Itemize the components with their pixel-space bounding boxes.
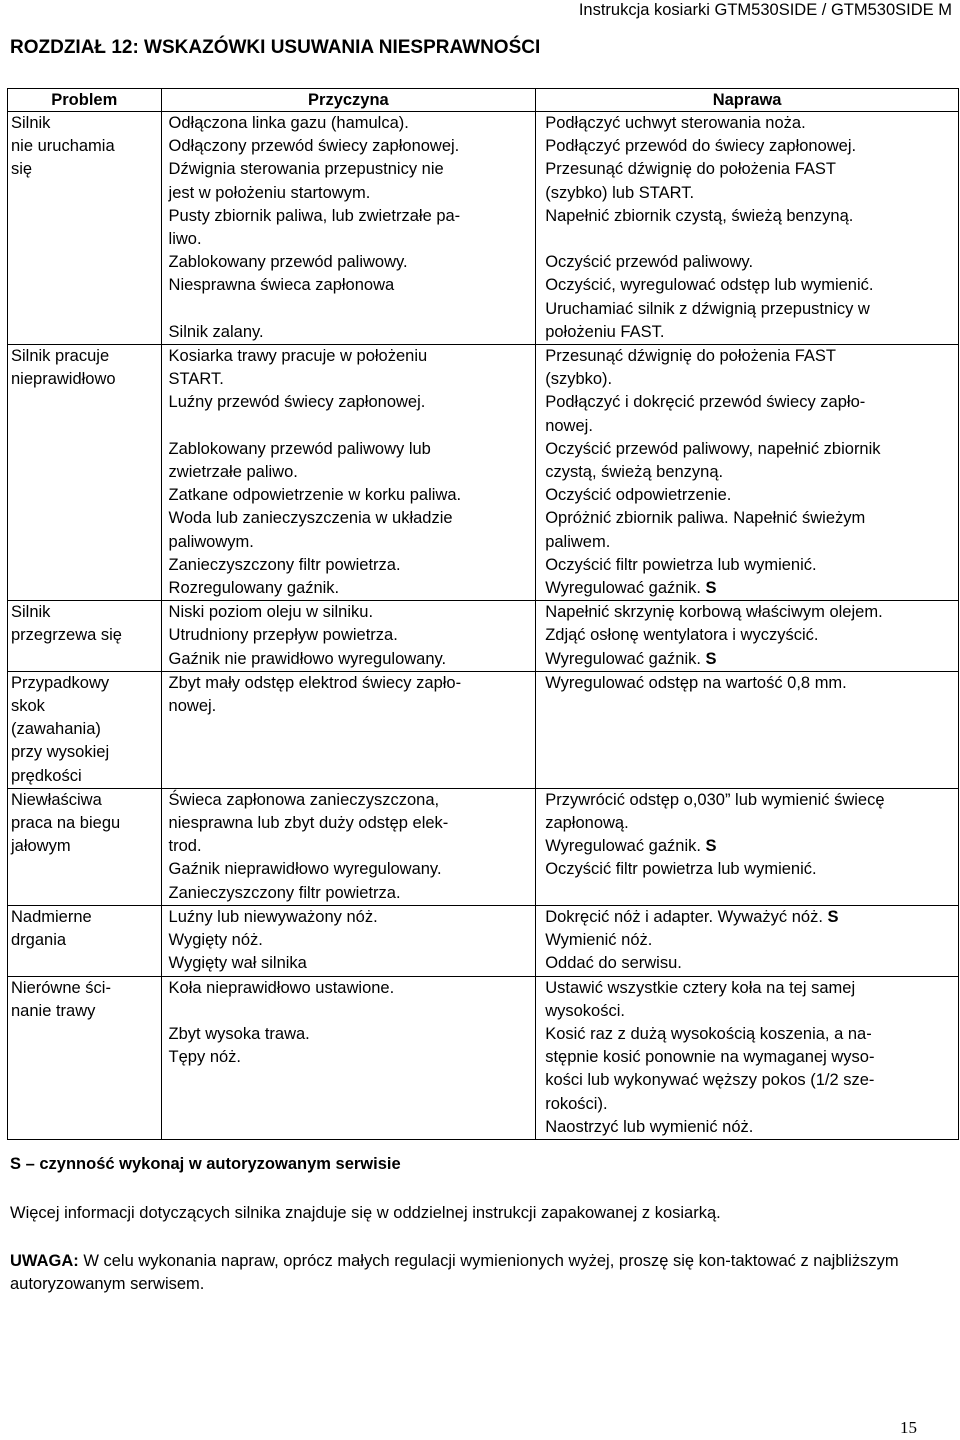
problem-line: nanie trawy xyxy=(11,1001,96,1020)
fix-line: Wyregulować gaźnik. S xyxy=(545,649,717,668)
fix-line: wysokości. xyxy=(545,1001,625,1020)
cause-line: Zablokowany przewód paliwowy. xyxy=(168,253,408,272)
fix-line: Kosić raz z dużą wysokością koszenia, a na- xyxy=(545,1024,872,1043)
fix-line: Dokręcić nóż i adapter. Wyważyć nóż. S xyxy=(545,907,839,926)
table-header-row xyxy=(8,89,959,112)
problem-line: praca na biegu xyxy=(11,814,121,833)
cause-line: Rozregulowany gaźnik. xyxy=(168,579,340,598)
cause-line: Zanieczyszczony filtr powietrza. xyxy=(168,883,401,902)
cause-cell xyxy=(161,671,536,788)
fix-line: Ustawić wszystkie cztery koła na tej samej xyxy=(545,978,856,997)
cause-line: Luźny lub niewyważony nóż. xyxy=(168,907,378,926)
cause-line: Zanieczyszczony filtr powietrza. xyxy=(168,555,401,574)
troubleshooting-table xyxy=(7,88,959,1140)
problem-line: Silnik pracuje xyxy=(11,347,110,366)
warning-text: W celu wykonania napraw, oprócz małych regulacji wymienionych wyżej, proszę się kon-taktować z najbliższym autoryzowanym serwisem. xyxy=(10,1252,899,1293)
fix-line: Zdjąć osłonę wentylatora i wyczyścić. xyxy=(545,626,819,645)
cause-line: paliwowym. xyxy=(168,532,254,551)
cause-line: Zablokowany przewód paliwowy lub xyxy=(168,439,431,458)
fix-line: czystą, świeżą benzyną. xyxy=(545,463,724,482)
cause-line: Koła nieprawidłowo ustawione. xyxy=(168,978,395,997)
chapter-title: ROZDZIAŁ 12: WSKAZÓWKI USUWANIA NIESPRAWNOŚCI xyxy=(10,37,541,58)
service-marker: S xyxy=(705,579,717,598)
problem-line: drgania xyxy=(11,931,67,950)
table-row xyxy=(8,905,959,976)
cause-line: Silnik zalany. xyxy=(168,322,264,341)
fix-line: Oczyścić filtr powietrza lub wymienić. xyxy=(545,555,817,574)
fix-cell xyxy=(536,112,959,345)
problem-line: skok xyxy=(11,697,45,716)
cause-line: Zbyt wysoka trawa. xyxy=(168,1024,310,1043)
cause-line: Odłączony przewód świecy zapłonowej. xyxy=(168,137,460,156)
cause-line: liwo. xyxy=(168,230,202,249)
fix-line: Przywrócić odstęp o,030” lub wymienić świecę xyxy=(545,790,885,809)
fix-line: zapłonową. xyxy=(545,814,629,833)
fix-line: Wyregulować odstęp na wartość 0,8 mm. xyxy=(545,673,847,692)
cause-line: trod. xyxy=(168,837,202,856)
cause-cell xyxy=(161,601,536,672)
cause-line: Niesprawna świeca zapłonowa xyxy=(168,276,395,295)
problem-line: się xyxy=(11,160,33,179)
fix-line: Oczyścić, wyregulować odstęp lub wymienić. xyxy=(545,276,874,295)
table-row xyxy=(8,112,959,345)
cause-line: Świeca zapłonowa zanieczyszczona, xyxy=(168,790,440,809)
table-row xyxy=(8,345,959,601)
cause-line: Luźny przewód świecy zapłonowej. xyxy=(168,393,426,412)
engine-info: Więcej informacji dotyczących silnika znajduje się w oddzielnej instrukcji zapakowanej z kosiarką. xyxy=(10,1204,721,1222)
warning-note xyxy=(10,1250,950,1296)
fix-cell xyxy=(536,788,959,905)
cause-line: Woda lub zanieczyszczenia w układzie xyxy=(168,509,453,528)
cause-line: jest w położeniu startowym. xyxy=(168,183,371,202)
warning-label: UWAGA: xyxy=(10,1252,79,1270)
spacer xyxy=(169,298,533,321)
problem-cell xyxy=(8,976,162,1139)
cause-line: Wygięty wał silnika xyxy=(168,954,307,973)
table-row xyxy=(8,788,959,905)
problem-cell xyxy=(8,112,162,345)
fix-line: Napełnić zbiornik czystą, świeżą benzyną. xyxy=(545,206,854,225)
cause-cell xyxy=(161,112,536,345)
fix-line: rokości). xyxy=(545,1094,608,1113)
fix-cell xyxy=(536,976,959,1139)
fix-line: Naostrzyć lub wymienić nóż. xyxy=(545,1117,754,1136)
cause-line: Pusty zbiornik paliwa, lub zwietrzałe pa- xyxy=(168,206,461,225)
cause-line: Tępy nóż. xyxy=(168,1048,242,1067)
fix-cell xyxy=(536,601,959,672)
cause-line: Odłączona linka gazu (hamulca). xyxy=(168,114,409,132)
cause-line: Utrudniony przepływ powietrza. xyxy=(168,626,398,645)
service-marker: S xyxy=(705,649,717,668)
fix-line: Podłączyć przewód do świecy zapłonowej. xyxy=(545,137,857,156)
cause-line: Niski poziom oleju w silniku. xyxy=(168,603,374,622)
fix-cell xyxy=(536,671,959,788)
fix-line: Podłączyć uchwyt sterowania noża. xyxy=(545,114,806,132)
fix-line: Oczyścić przewód paliwowy, napełnić zbiornik xyxy=(545,439,881,458)
problem-line: przegrzewa się xyxy=(11,626,122,645)
column-header-cause: Przyczyna xyxy=(161,89,536,112)
service-marker: S xyxy=(827,907,839,926)
cause-line: niesprawna lub zbyt duży odstęp elek- xyxy=(168,814,449,833)
spacer xyxy=(545,228,955,251)
fix-line: (szybko). xyxy=(545,370,613,389)
cause-cell xyxy=(161,905,536,976)
service-note: S – czynność wykonaj w autoryzowanym serwisie xyxy=(10,1155,401,1173)
fix-cell xyxy=(536,345,959,601)
fix-line: Przesunąć dźwignię do położenia FAST xyxy=(545,347,836,366)
fix-line: Oddać do serwisu. xyxy=(545,954,682,973)
fix-line: Oczyścić przewód paliwowy. xyxy=(545,253,754,272)
problem-line: Silnik xyxy=(11,603,51,622)
cause-line: Dźwignia sterowania przepustnicy nie xyxy=(168,160,444,179)
problem-line: nieprawidłowo xyxy=(11,370,116,389)
problem-line: Nadmierne xyxy=(11,907,92,926)
problem-line: Nierówne ści- xyxy=(11,978,111,997)
fix-line: Wymienić nóż. xyxy=(545,931,653,950)
fix-line: Wyregulować gaźnik. S xyxy=(545,837,717,856)
cause-line: Wygięty nóż. xyxy=(168,931,263,950)
problem-line: Silnik xyxy=(11,114,51,132)
problem-line: jałowym xyxy=(11,837,71,856)
spacer xyxy=(169,415,533,438)
cause-cell xyxy=(161,976,536,1139)
fix-line: stępnie kosić ponownie na wymaganej wyso- xyxy=(545,1048,875,1067)
table-row xyxy=(8,601,959,672)
fix-line: nowej. xyxy=(545,416,593,435)
spacer xyxy=(169,1000,533,1023)
cause-line: START. xyxy=(168,370,224,389)
problem-cell xyxy=(8,905,162,976)
fix-line: Oczyścić odpowietrzenie. xyxy=(545,486,732,505)
cause-line: Gaźnik nieprawidłowo wyregulowany. xyxy=(168,860,442,879)
cause-cell xyxy=(161,345,536,601)
cause-line: zwietrzałe paliwo. xyxy=(168,463,298,482)
problem-line: nie uruchamia xyxy=(11,137,115,156)
fix-line: Uruchamiać silnik z dźwignią przepustnicy w xyxy=(545,299,870,318)
problem-cell xyxy=(8,601,162,672)
column-header-problem: Problem xyxy=(8,89,162,112)
fix-line: paliwem. xyxy=(545,532,611,551)
fix-line: (szybko) lub START. xyxy=(545,183,695,202)
fix-line: Przesunąć dźwignię do położenia FAST xyxy=(545,160,836,179)
fix-line: Wyregulować gaźnik. S xyxy=(545,579,717,598)
page-number: 15 xyxy=(900,1418,917,1437)
service-marker: S xyxy=(705,837,717,856)
problem-line: przy wysokiej xyxy=(11,743,110,762)
fix-cell xyxy=(536,905,959,976)
problem-cell xyxy=(8,345,162,601)
problem-cell xyxy=(8,671,162,788)
table-body xyxy=(8,112,959,1140)
table-row xyxy=(8,671,959,788)
problem-line: prędkości xyxy=(11,766,82,785)
fix-line: kości lub wykonywać węższy pokos (1/2 sze- xyxy=(545,1071,875,1090)
cause-line: Gaźnik nie prawidłowo wyregulowany. xyxy=(168,649,447,668)
problem-line: Przypadkowy xyxy=(11,673,110,692)
fix-line: Opróżnić zbiornik paliwa. Napełnić świeżym xyxy=(545,509,866,528)
cause-cell xyxy=(161,788,536,905)
problem-cell xyxy=(8,788,162,905)
column-header-fix: Naprawa xyxy=(536,89,959,112)
table-row xyxy=(8,976,959,1139)
document-header: Instrukcja kosiarki GTM530SIDE / GTM530SIDE M xyxy=(578,1,952,19)
problem-line: Niewłaściwa xyxy=(11,790,102,809)
cause-line: Zbyt mały odstęp elektrod świecy zapło- xyxy=(168,673,462,692)
fix-line: położeniu FAST. xyxy=(545,322,665,341)
cause-line: nowej. xyxy=(168,697,217,716)
cause-line: Zatkane odpowietrzenie w korku paliwa. xyxy=(168,486,462,505)
fix-line: Podłączyć i dokręcić przewód świecy zapło- xyxy=(545,393,866,412)
problem-line: (zawahania) xyxy=(11,720,101,739)
cause-line: Kosiarka trawy pracuje w położeniu xyxy=(168,347,428,366)
fix-line: Napełnić skrzynię korbową właściwym olejem. xyxy=(545,603,883,622)
fix-line: Oczyścić filtr powietrza lub wymienić. xyxy=(545,860,817,879)
